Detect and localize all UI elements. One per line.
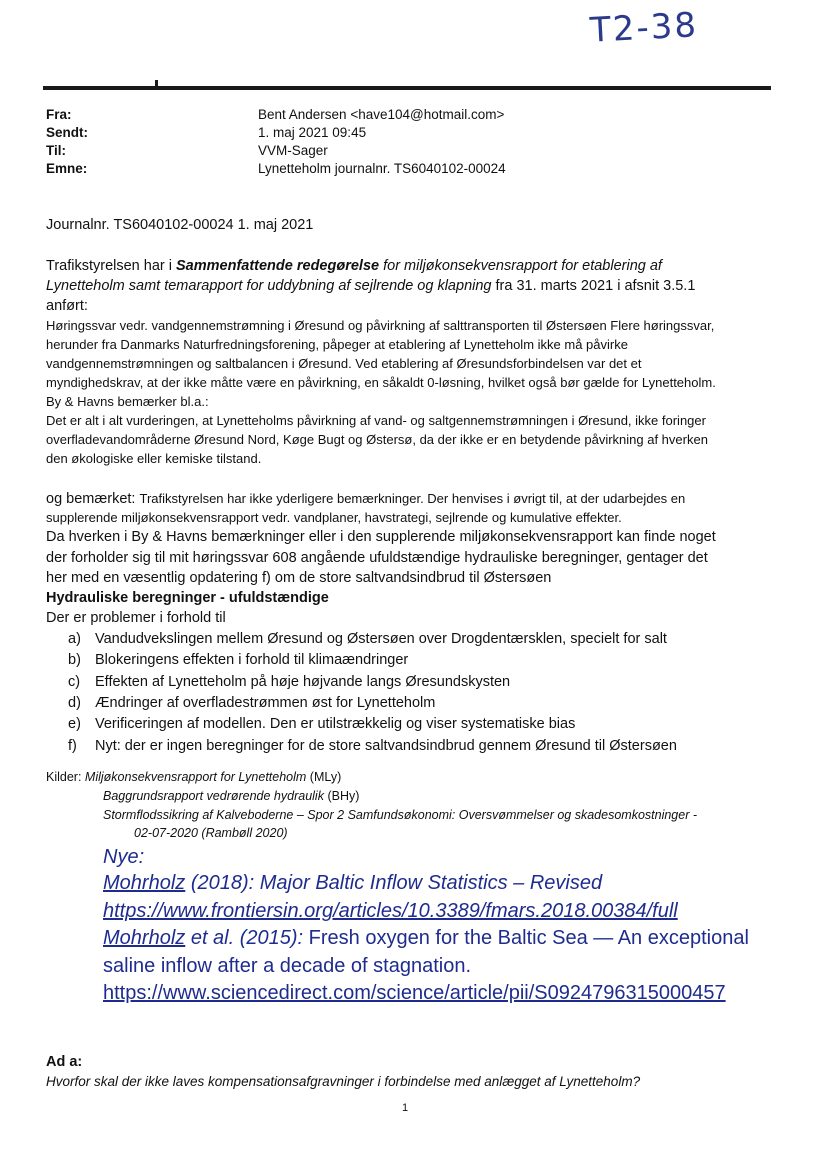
problem-letter: f): [68, 738, 77, 754]
problem-letter: b): [68, 652, 81, 668]
report-title-italic: for miljøkonsekvensrapport for etablering af: [379, 258, 662, 274]
ad-a-heading: Ad a:: [46, 1054, 83, 1070]
journal-line: Journalnr. TS6040102-00024 1. maj 2021: [46, 217, 314, 233]
problem-text: Effekten af Lynetteholm på høje højvande langs Øresundskysten: [95, 674, 511, 690]
remark-line-4: der forholder sig til mit høringssvar 608 angående ufuldstændige hydrauliske beregninger, gentager det: [46, 550, 708, 566]
intro-text: Trafikstyrelsen har i: [46, 258, 176, 274]
reference-2-link[interactable]: https://www.sciencedirect.com/science/article/pii/S0924796315000457: [103, 982, 726, 1004]
problem-text: Blokeringens effekten i forhold til klimaændringer: [95, 652, 409, 668]
reference-1-title: (2018): Major Baltic Inflow Statistics – Revised: [185, 872, 603, 894]
ad-a-question: Hvorfor skal der ikke laves kompensationsafgravninger i forbindelse med anlægget af Lynetteholm?: [46, 1074, 641, 1089]
handwritten-document-id: T2-38: [589, 5, 699, 51]
new-sources-heading: Nye:: [103, 846, 145, 868]
remark-line-3: Da hverken i By & Havns bemærkninger eller i den supplerende miljøkonsekvensrapport kan finde noget: [46, 529, 716, 545]
quote-line: herunder fra Danmarks Naturfredningsforening, påpeger at etablering af Lynetteholm ikke må påvirke: [46, 337, 628, 352]
problems-intro: Der er problemer i forhold til: [46, 610, 226, 626]
reference-2-title-2: saline inflow after a decade of stagnation.: [103, 955, 472, 977]
remark-line-2: supplerende miljøkonsekvensrapport vedr. vandplaner, havstrategi, sejlrende og kumulative effekter.: [46, 510, 622, 525]
problem-letter: a): [68, 631, 81, 647]
quote-line: By & Havns bemærker bl.a.:: [46, 394, 209, 409]
problem-text: Nyt: der er ingen beregninger for de store saltvandsindbrud gennem Øresund til Østersøen: [95, 738, 677, 754]
email-from: Bent Andersen <have104@hotmail.com>: [258, 107, 505, 122]
remark-line-5: her med en væsentlig opdatering f) om de store saltvandsindbrud til Østersøen: [46, 570, 552, 586]
source-1: [46, 770, 341, 784]
reference-1-author: Mohrholz: [103, 872, 186, 894]
source-1-title: Miljøkonsekvensrapport for Lynetteholm: [84, 770, 307, 784]
remark-text: Trafikstyrelsen har ikke yderligere bemærkninger. Der henvises i øvrigt til, at der udarbejdes en: [139, 491, 686, 506]
intro-line-1: [46, 258, 662, 274]
intro-line-2: [46, 278, 695, 294]
quote-line: overfladevandområderne Øresund Nord, Køge Bugt og Østersø, da der ikke er en betydende påvirkning af hverken: [46, 432, 708, 447]
quote-line: vandgennemstrømningen og saltbalancen i Øresund. Ved etablering af Øresundsforbindelsen var det et: [46, 356, 642, 371]
problem-letter: d): [68, 695, 81, 711]
label-subject: Emne:: [46, 161, 88, 176]
header-divider-tick: [155, 80, 158, 86]
problem-text: Vandudvekslingen mellem Øresund og Østersøen over Drogdentærsklen, specielt for salt: [95, 631, 667, 647]
reference-1: [103, 872, 602, 895]
intro-text-2: fra 31. marts 2021 i afsnit 3.5.1: [491, 278, 696, 294]
sources-label: Kilder:: [46, 770, 85, 784]
source-3-line-1: Stormflodssikring af Kalveboderne – Spor 2 Samfundsøkonomi: Oversvømmelser og skadesomkostninger -: [103, 808, 698, 822]
quote-line: den økologiske eller kemiske tilstand.: [46, 451, 262, 466]
report-title-bold: Sammenfattende redegørelse: [176, 258, 380, 274]
source-2: [103, 789, 359, 803]
intro-line-3: anført:: [46, 298, 88, 314]
email-sent: 1. maj 2021 09:45: [258, 125, 367, 140]
problem-text: Verificeringen af modellen. Den er utilstrækkelig og viser systematiske bias: [95, 716, 576, 732]
header-divider: [43, 86, 771, 90]
page-number: 1: [402, 1102, 409, 1114]
label-to: Til:: [46, 143, 66, 158]
remark-lead: og bemærket:: [46, 491, 140, 507]
problem-letter: e): [68, 716, 81, 732]
source-3-line-2: 02-07-2020 (Rambøll 2020): [134, 826, 288, 840]
source-2-title: Baggrundsrapport vedrørende hydraulik: [103, 789, 324, 803]
report-title-italic-2: Lynetteholm samt temarapport for uddybning af sejlrende og klapning: [46, 278, 492, 294]
email-subject: Lynetteholm journalnr. TS6040102-00024: [258, 161, 506, 176]
reference-2-author: Mohrholz: [103, 927, 186, 949]
label-from: Fra:: [46, 107, 72, 122]
reference-2-title: Fresh oxygen for the Baltic Sea — An exceptional: [308, 927, 749, 949]
reference-2: [103, 927, 749, 950]
remark-line-1: [46, 490, 685, 508]
reference-2-etal: et al. (2015):: [185, 927, 309, 949]
quote-line: Høringssvar vedr. vandgennemstrømning i Øresund og påvirkning af salttransporten til Østersøen Flere høringssvar,: [46, 318, 715, 333]
email-to: VVM-Sager: [258, 143, 328, 158]
source-1-abbr: (MLy): [306, 770, 342, 784]
label-sent: Sendt:: [46, 125, 88, 140]
quote-line: Det er alt i alt vurderingen, at Lynetteholms påvirkning af vand- og saltgennemstrømningen i Øresund, ikke foringer: [46, 413, 706, 428]
problem-letter: c): [68, 674, 81, 690]
quote-line: myndighedskrav, at der ikke måtte være en påvirkning, en såkaldt 0-løsning, hvilket også bør gælde for Lynetteholm.: [46, 375, 716, 390]
problem-text: Ændringer af overfladestrømmen øst for Lynetteholm: [95, 695, 436, 711]
section-heading: Hydrauliske beregninger - ufuldstændige: [46, 590, 329, 606]
source-2-abbr: (BHy): [323, 789, 360, 803]
reference-1-link[interactable]: https://www.frontiersin.org/articles/10.3389/fmars.2018.00384/full: [103, 900, 678, 922]
